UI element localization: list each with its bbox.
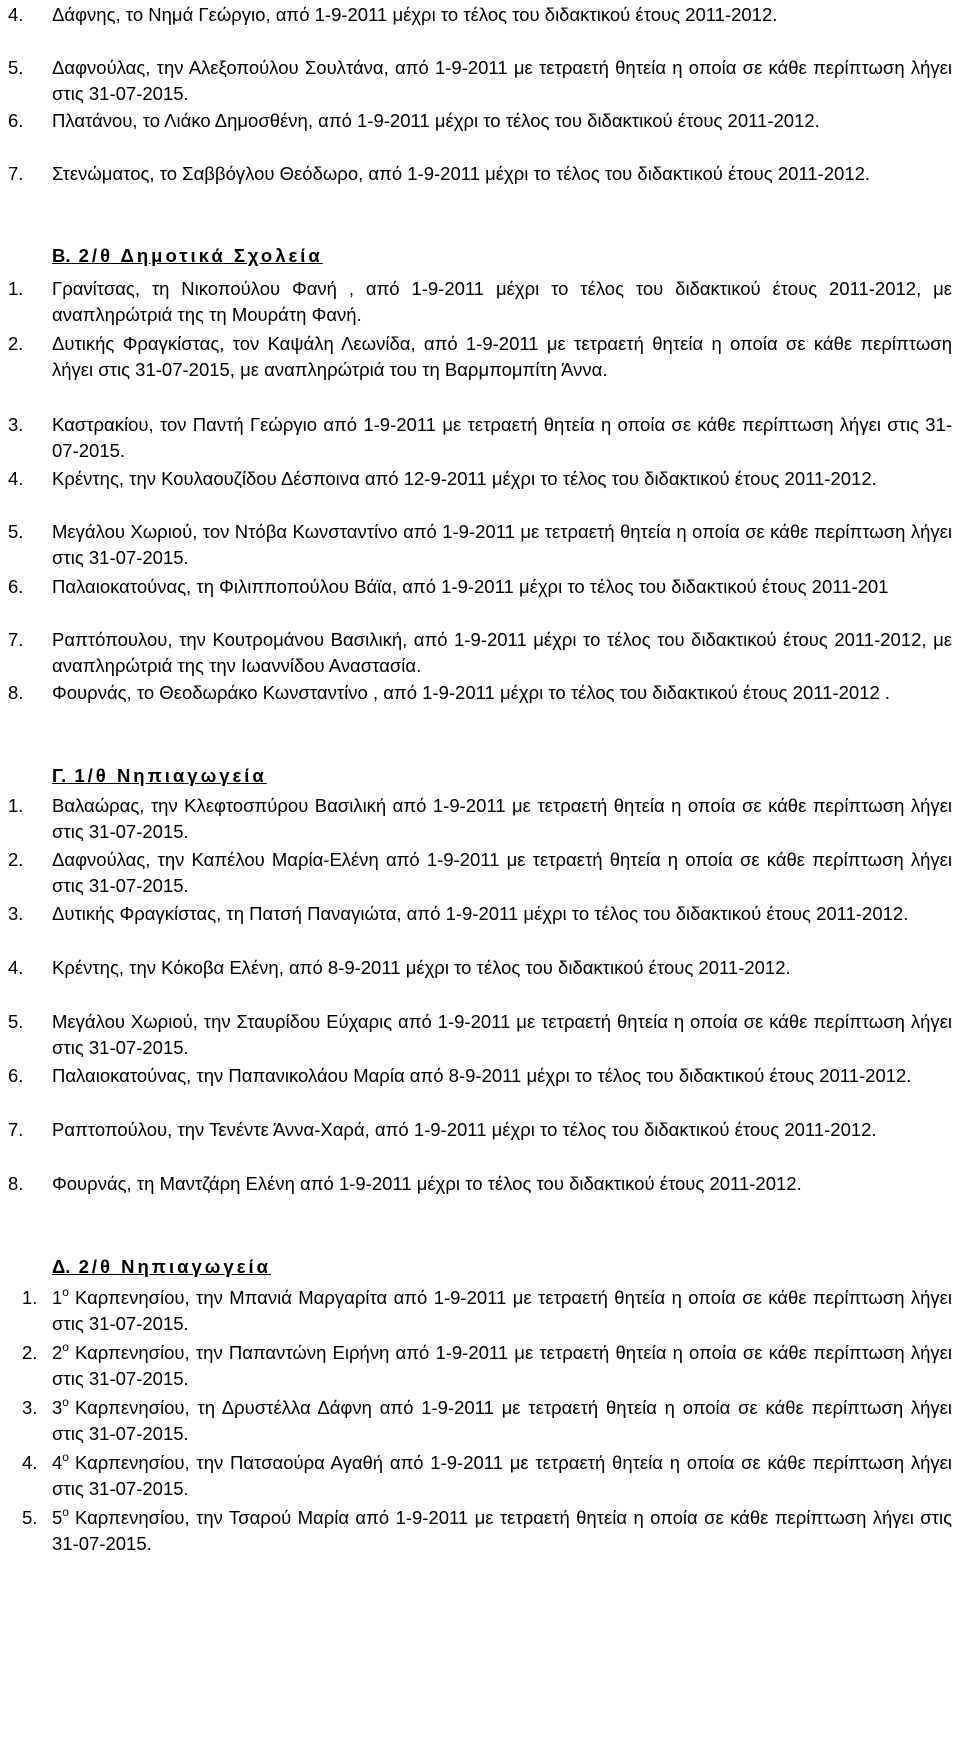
list-item-number: 7. (8, 629, 24, 650)
item-description: Καρπενησίου, την Παπαντώνη Ειρήνη από 1-9-2011 με τετραετή θητεία η οποία σε κάθε περίπτωση λήγει στις 31-07-2015. (52, 1342, 952, 1389)
ordinal-number: 1 (52, 1287, 63, 1308)
list-item-number: 7. (8, 163, 24, 184)
ordinal-suffix: ο (62, 1340, 69, 1354)
list-item-text (52, 1450, 952, 1502)
section-heading (52, 1254, 271, 1280)
section-heading (52, 763, 267, 789)
list-item-number: 3. (8, 414, 24, 435)
list-item-text: Μεγάλου Χωριού, τον Ντόβα Κωνσταντίνο από 1-9-2011 με τετραετή θητεία η οποία σε κάθε περίπτωση λήγει στις 31-07-2015. (52, 521, 952, 568)
ordinal-suffix: ο (62, 1450, 69, 1464)
list-item-text (52, 1285, 952, 1337)
list-item-number: 3. (8, 903, 24, 924)
list-item-number: 8. (8, 1173, 24, 1194)
ordinal-number: 4 (52, 1452, 63, 1473)
list-item-number: 6. (8, 576, 24, 597)
list-item-text: Φουρνάς, το Θεοδωράκο Κωνσταντίνο , από 1-9-2011 μέχρι το τέλος του διδακτικού έτους 2011-2012 . (52, 682, 891, 703)
list-item-number: 5. (8, 521, 24, 542)
item-description: Καρπενησίου, την Μπανιά Μαργαρίτα από 1-9-2011 με τετραετή θητεία η οποία σε κάθε περίπτωση λήγει στις 31-07-2015. (52, 1287, 952, 1334)
list-item-number: 5. (22, 1507, 38, 1528)
list-item-text: Δαφνούλας, την Καπέλου Μαρία-Ελένη από 1-9-2011 με τετραετή θητεία η οποία σε κάθε περίπτωση λήγει στις 31-07-2015. (52, 849, 952, 896)
list-item-text: Στενώματος, το Σαββόγλου Θεόδωρο, από 1-9-2011 μέχρι το τέλος του διδακτικού έτους 2011-2012. (52, 163, 871, 184)
ordinal-number: 5 (52, 1507, 63, 1528)
list-item-text (52, 1505, 952, 1557)
ordinal-suffix: ο (62, 1285, 69, 1299)
list-item-number: 6. (8, 1065, 24, 1086)
list-item-text: Πλατάνου, το Λιάκο Δημοσθένη, από 1-9-2011 μέχρι το τέλος του διδακτικού έτους 2011-2012. (52, 110, 820, 131)
list-item-text: Γρανίτσας, τη Νικοπούλου Φανή , από 1-9-2011 μέχρι το τέλος του διδακτικού έτους 2011-2012, με αναπληρώτριά της τη Μουράτη Φανή. (52, 278, 952, 325)
ordinal-suffix: ο (62, 1505, 69, 1519)
list-item-number: 7. (8, 1119, 24, 1140)
list-item-text: Ραπτόπουλου, την Κουτρομάνου Βασιλική, από 1-9-2011 μέχρι το τέλος του διδακτικού έτους 2011-2012, με αναπληρώτριά της την Ιωαννίδου Αναστασία. (52, 629, 952, 676)
section-prefix: Β. (52, 245, 71, 266)
list-item-number: 4. (8, 468, 24, 489)
list-item-text: Φουρνάς, τη Μαντζάρη Ελένη από 1-9-2011 μέχρι το τέλος του διδακτικού έτους 2011-2012. (52, 1173, 802, 1194)
list-item-text: Παλαιοκατούνας, την Παπανικολάου Μαρία από 8-9-2011 μέχρι το τέλος του διδακτικού έτους 2011-2012. (52, 1065, 912, 1086)
list-item-number: 2. (22, 1342, 38, 1363)
list-item-text: Δάφνης, το Νημά Γεώργιο, από 1-9-2011 μέχρι το τέλος του διδακτικού έτους 2011-2012. (52, 4, 778, 25)
list-item-number: 4. (22, 1452, 38, 1473)
list-item-number: 4. (8, 957, 24, 978)
list-item-text: Μεγάλου Χωριού, την Σταυρίδου Εύχαρις από 1-9-2011 με τετραετή θητεία η οποία σε κάθε περίπτωση λήγει στις 31-07-2015. (52, 1011, 952, 1058)
list-item-number: 1. (8, 795, 24, 816)
section-title: 1/θ Νηπιαγωγεία (74, 765, 267, 786)
list-item-number: 3. (22, 1397, 38, 1418)
list-item-number: 6. (8, 110, 24, 131)
list-item-text: Κρέντης, την Κουλαουζίδου Δέσποινα από 12-9-2011 μέχρι το τέλος του διδακτικού έτους 2011-2012. (52, 468, 877, 489)
list-item-number: 4. (8, 4, 24, 25)
item-description: Καρπενησίου, την Τσαρού Μαρία από 1-9-2011 με τετραετή θητεία η οποία σε κάθε περίπτωση λήγει στις 31-07-2015. (52, 1507, 952, 1554)
section-heading (52, 243, 323, 269)
list-item-number: 5. (8, 1011, 24, 1032)
ordinal-suffix: ο (62, 1395, 69, 1409)
item-description: Καρπενησίου, τη Δρυστέλλα Δάφνη από 1-9-2011 με τετραετή θητεία η οποία σε κάθε περίπτωση λήγει στις 31-07-2015. (52, 1397, 952, 1444)
list-item-text: Δαφνούλας, την Αλεξοπούλου Σουλτάνα, από 1-9-2011 με τετραετή θητεία η οποία σε κάθε περίπτωση λήγει στις 31-07-2015. (52, 57, 952, 104)
list-item-text: Ραπτοπούλου, την Τενέντε Άννα-Χαρά, από 1-9-2011 μέχρι το τέλος του διδακτικού έτους 2011-2012. (52, 1119, 877, 1140)
list-item-text (52, 1340, 952, 1392)
list-item-text: Δυτικής Φραγκίστας, τη Πατσή Παναγιώτα, από 1-9-2011 μέχρι το τέλος του διδακτικού έτους 2011-2012. (52, 903, 909, 924)
list-item-text: Δυτικής Φραγκίστας, τον Καψάλη Λεωνίδα, από 1-9-2011 με τετραετή θητεία η οποία σε κάθε περίπτωση λήγει στις 31-07-2015, με αναπληρώτριά του τη Βαρμπομπίτη Άννα. (52, 333, 952, 380)
section-prefix: Γ. (52, 765, 67, 786)
ordinal-number: 3 (52, 1397, 63, 1418)
list-item-text (52, 1395, 952, 1447)
list-item-text: Κρέντης, την Κόκοβα Ελένη, από 8-9-2011 μέχρι το τέλος του διδακτικού έτους 2011-2012. (52, 957, 791, 978)
section-prefix: Δ. (52, 1256, 71, 1277)
list-item-number: 1. (22, 1287, 38, 1308)
ordinal-number: 2 (52, 1342, 63, 1363)
list-item-number: 1. (8, 278, 24, 299)
list-item-number: 8. (8, 682, 24, 703)
list-item-text: Παλαιοκατούνας, τη Φιλιπποπούλου Βάϊα, από 1-9-2011 μέχρι το τέλος του διδακτικού έτους 2011-201 (52, 576, 889, 597)
section-title: 2/θ Νηπιαγωγεία (78, 1256, 271, 1277)
list-item-number: 2. (8, 849, 24, 870)
list-item-text: Καστρακίου, τον Παντή Γεώργιο από 1-9-2011 με τετραετή θητεία η οποία σε κάθε περίπτωση λήγει στις 31-07-2015. (52, 414, 952, 461)
item-description: Καρπενησίου, την Πατσαούρα Αγαθή από 1-9-2011 με τετραετή θητεία η οποία σε κάθε περίπτωση λήγει στις 31-07-2015. (52, 1452, 952, 1499)
section-title: 2/θ Δημοτικά Σχολεία (78, 245, 323, 266)
list-item-number: 5. (8, 57, 24, 78)
list-item-number: 2. (8, 333, 24, 354)
list-item-text: Βαλαώρας, την Κλεφτοσπύρου Βασιλική από 1-9-2011 με τετραετή θητεία η οποία σε κάθε περίπτωση λήγει στις 31-07-2015. (52, 795, 952, 842)
